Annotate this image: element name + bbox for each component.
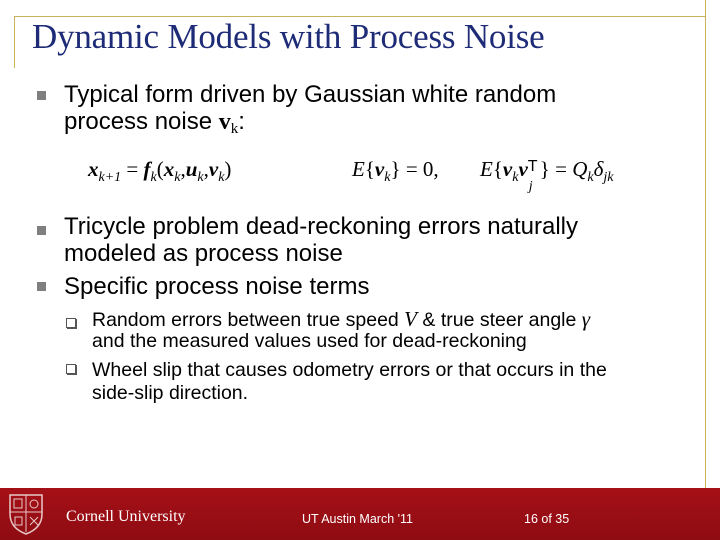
noise-mean-equation: $E\{v_k\} = 0$,: [352, 157, 439, 185]
bullet-1-line-2: process noise vk:: [64, 108, 245, 137]
sub-bullet-1-line-1: Random errors between true speed V & true steer angle γ: [92, 307, 591, 331]
bullet-marker: [37, 91, 46, 100]
page-number: 16 of 35: [524, 512, 570, 526]
title-frame-left-line: [14, 16, 15, 68]
cornell-seal-logo: [6, 492, 46, 536]
bullet-3-line-1: Specific process noise terms: [64, 273, 370, 300]
sub-bullet-1-line-2: and the measured values used for dead-reckoning: [92, 330, 527, 352]
university-name: Cornell University: [66, 508, 186, 525]
sub-bullet-2-line-1: Wheel slip that causes odometry errors or that occurs in the: [92, 359, 607, 381]
sub-bullet-marker: [66, 364, 76, 374]
process-model-equation: $x_{k+1} = f_k(x_k,u_k,v_k)$: [88, 157, 232, 185]
bullet-marker: [37, 282, 46, 291]
footer-bar: [0, 488, 720, 540]
bullet-marker: [37, 226, 46, 235]
sub-bullet-2-line-2: side-slip direction.: [92, 382, 249, 404]
bullet-2-line-2: modeled as process noise: [64, 240, 343, 267]
slide-frame-right-line: [705, 0, 706, 488]
noise-covariance-equation: $E\{v_kv$ T j } = $Q_k\delta_{jk}$: [480, 157, 614, 194]
sub-bullet-marker: [66, 318, 76, 328]
bullet-1-line-1: Typical form driven by Gaussian white random: [64, 81, 557, 108]
footer-event: UT Austin March '11: [302, 512, 413, 526]
bullet-2-line-1: Tricycle problem dead-reckoning errors naturally: [64, 213, 578, 240]
slide-title: Dynamic Models with Process Noise: [32, 17, 545, 56]
